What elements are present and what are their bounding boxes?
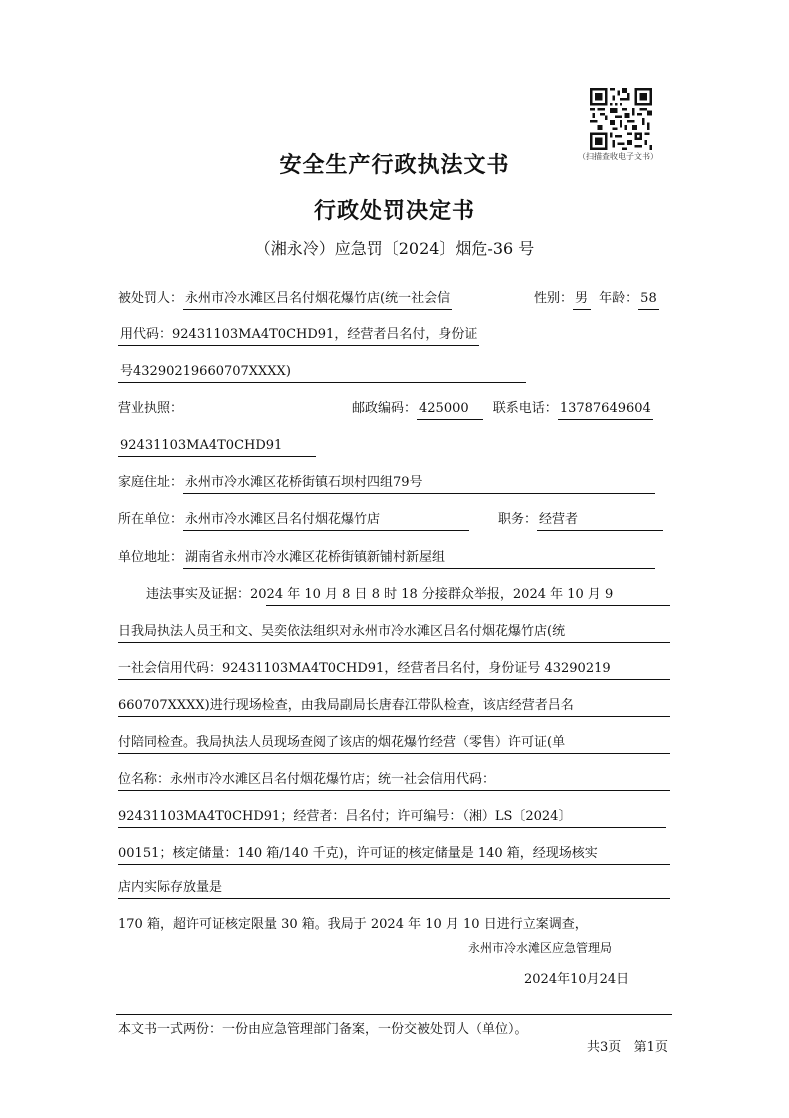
penalized-label: 被处罚人： <box>118 291 184 306</box>
underline <box>266 605 670 606</box>
penalized-row-3 <box>118 362 526 382</box>
penalized-value-2: 用代码：92431103MA4T0CHD91，经营者吕名付，身份证 <box>118 325 479 346</box>
facts-line: 00151；核定储量：140 箱/140 千克)，许可证的核定储量是 140 箱，经现场核实 <box>118 846 598 861</box>
address-row <box>118 548 672 568</box>
facts-line: 170 箱，超许可证核定限量 30 箱。我局于 2024 年 10 月 10 日进行立案调查， <box>118 917 588 932</box>
underline <box>118 827 666 828</box>
position-value: 经营者 <box>537 510 663 531</box>
license-label: 营业执照： <box>118 401 184 416</box>
postcode-label: 邮政编码： <box>352 401 418 416</box>
underline <box>118 716 670 717</box>
underline <box>118 864 670 865</box>
document-number: （湘永冷）应急罚〔2024〕烟危-36 号 <box>254 239 535 258</box>
document-title: 安全生产行政执法文书 <box>279 153 510 178</box>
age-value: 58 <box>638 289 659 310</box>
footer-note: 本文书一式两份：一份由应急管理部门备案，一份交被处罚人（单位）。 <box>118 1022 528 1037</box>
facts-line: 一社会信用代码：92431103MA4T0CHD91，经营者吕名付，身份证号 43290219 <box>118 661 611 676</box>
facts-line: 付陪同检查。我局执法人员现场查阅了该店的烟花爆竹经营（零售）许可证(单 <box>118 735 566 750</box>
postcode-value: 425000 <box>417 399 483 420</box>
license-value: 92431103MA4T0CHD91 <box>118 436 316 457</box>
unit-value: 永州市冷水滩区吕名付烟花爆竹店 <box>183 510 469 531</box>
position-row <box>498 510 663 530</box>
age-label: 年龄： <box>599 291 639 306</box>
facts-line: 店内实际存放量是 <box>118 880 223 895</box>
penalized-row-2 <box>118 325 479 345</box>
penalized-row <box>118 289 452 309</box>
underline <box>118 679 670 680</box>
qr-caption: （扫描查收电子文书） <box>578 152 658 161</box>
phone-label: 联系电话： <box>492 401 558 416</box>
document-subtitle: 行政处罚决定书 <box>313 199 475 224</box>
facts-line: 日我局执法人员王和文、吴奕依法组织对永州市冷水滩区吕名付烟花爆竹店(统 <box>118 624 566 639</box>
underline <box>118 790 670 791</box>
phone-value: 13787649604 <box>558 399 653 420</box>
penalized-value-1: 永州市冷水滩区吕名付烟花爆竹店(统一社会信 <box>183 289 452 310</box>
gender-value: 男 <box>573 289 591 310</box>
qr-code <box>590 88 652 150</box>
agency-name: 永州市冷水滩区应急管理局 <box>468 941 613 955</box>
underline <box>118 753 670 754</box>
gender-age-row <box>534 289 659 309</box>
address-value: 湖南省永州市冷水滩区花桥街镇新铺村新屋组 <box>183 548 655 569</box>
home-row <box>118 473 672 493</box>
footer-divider <box>116 1014 672 1015</box>
license-row <box>118 436 316 456</box>
gender-label: 性别： <box>534 291 574 306</box>
penalized-value-3: 号43290219660707XXXX) <box>118 362 526 383</box>
underline <box>118 642 670 643</box>
underline <box>118 898 670 899</box>
unit-row <box>118 510 469 530</box>
contact-row <box>352 399 653 419</box>
page-number: 共3页 第1页 <box>587 1040 668 1055</box>
position-label: 职务： <box>498 512 538 527</box>
issue-date: 2024年10月24日 <box>524 972 630 987</box>
facts-line: 92431103MA4T0CHD91；经营者：吕名付；许可编号：（湘）LS〔2024〕 <box>118 809 572 824</box>
home-label: 家庭住址： <box>118 475 184 490</box>
facts-line: 660707XXXX)进行现场检查，由我局副局长唐春江带队检查，该店经营者吕名 <box>118 698 574 713</box>
address-label: 单位地址： <box>118 550 184 565</box>
facts-line: 位名称：永州市冷水滩区吕名付烟花爆竹店；统一社会信用代码： <box>118 772 496 787</box>
unit-label: 所在单位： <box>118 512 184 527</box>
facts-line: 违法事实及证据：2024 年 10 月 8 日 8 时 18 分接群众举报，2024 年 10 月 9 <box>146 587 614 602</box>
home-value: 永州市冷水滩区花桥街镇石坝村四组79号 <box>183 473 655 494</box>
